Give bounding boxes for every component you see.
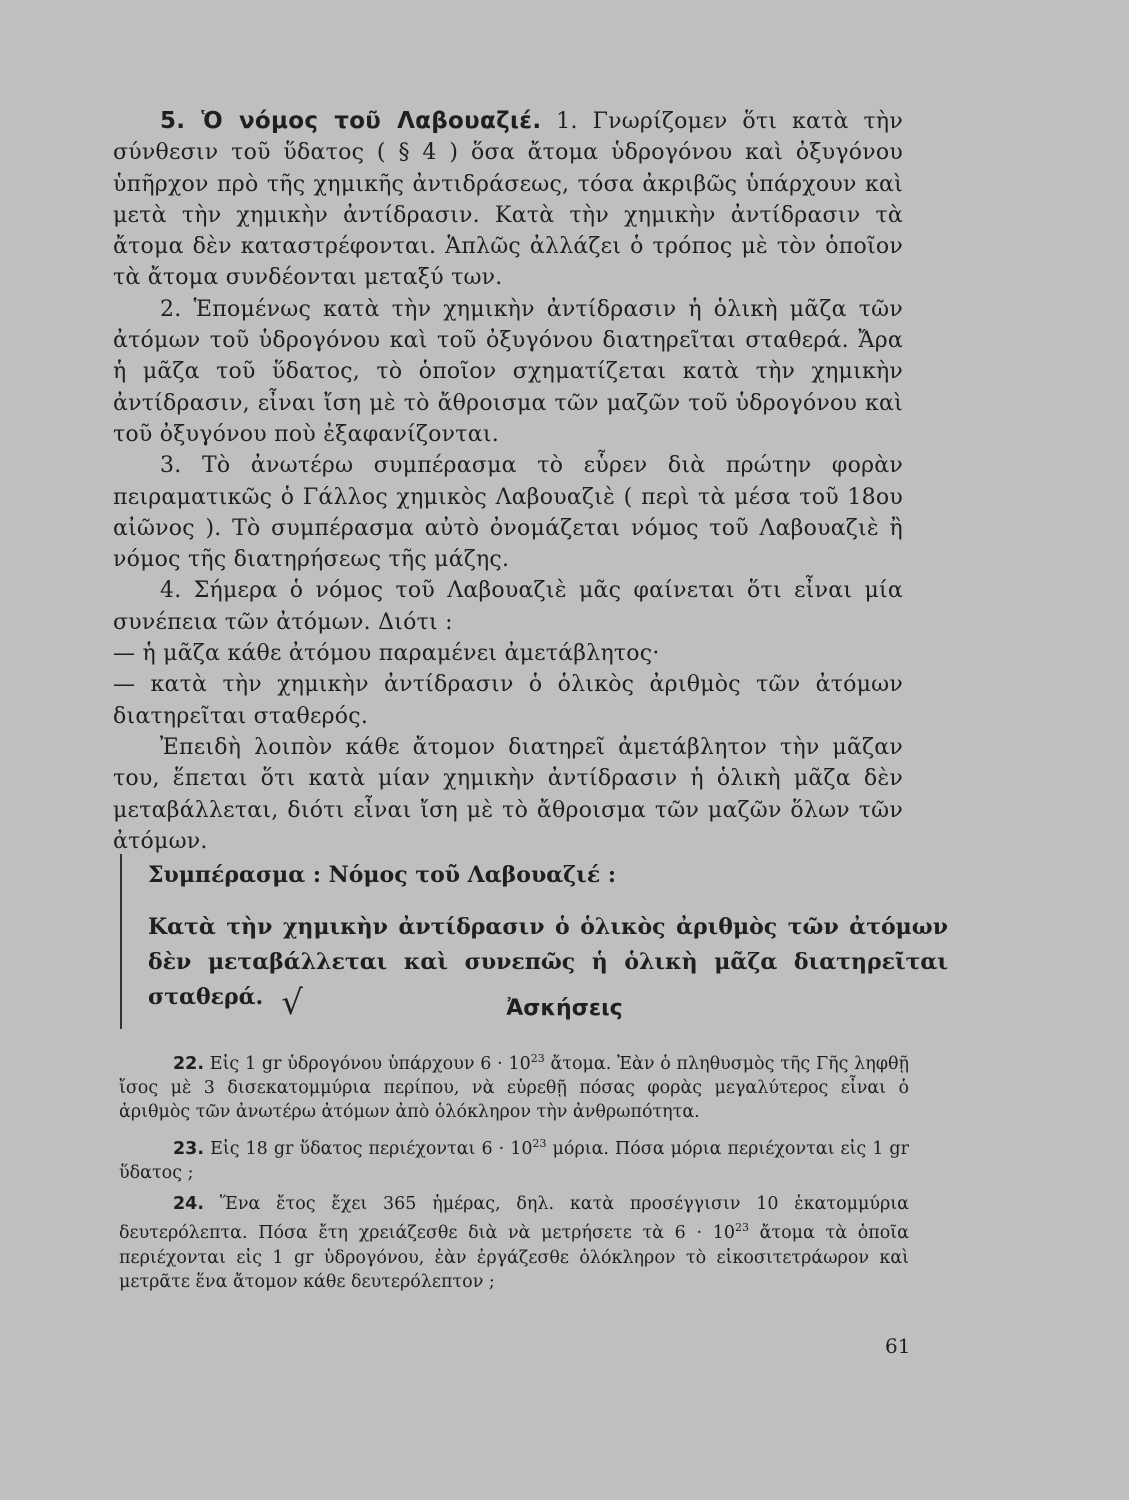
exercise-text: ἄτομα. Ἐὰν ὁ πληθυσμὸς τῆς Γῆς ληφθῇ ἴσος μὲ 3 δισεκατομμύρια περίπου, νὰ εὑρεθῇ πόσας φορὰς μεγαλύτερος εἶναι ὁ ἀριθμὸς τῶν ἀνωτέρω ἀτόμων ἀπὸ ὁλόκληρον τὴν ἀνθρωπότητα. bbox=[119, 1053, 909, 1123]
exponent: 23 bbox=[734, 1221, 749, 1235]
exercise-item bbox=[119, 1132, 909, 1185]
check-mark: √ bbox=[281, 983, 303, 1023]
exercise-text: Εἰς 1 gr ὑδρογόνου ὑπάρχουν 6 · 10 bbox=[209, 1053, 531, 1074]
exponent: 23 bbox=[530, 1052, 545, 1065]
exercise-item bbox=[119, 1192, 909, 1294]
paragraph-3: 3. Τὸ ἀνωτέρω συμπέρασμα τὸ εὗρεν διὰ πρώτην φορὰν πειραματικῶς ὁ Γάλλος χημικὸς Λαβουαζιὲ ( περὶ τὰ μέσα τοῦ 18ου αἰῶνος ). Τὸ συμπέρασμα αὐτὸ ὀνομάζεται νόμος τοῦ Λαβουαζιὲ ἢ νόμος τῆς διατηρήσεως τῆς μάζης. bbox=[113, 453, 903, 573]
section-text bbox=[113, 106, 903, 857]
exercise-text: μόρια. Πόσα μόρια περιέχονται εἰς 1 gr ὕδατος ; bbox=[119, 1138, 909, 1183]
page-number: 61 bbox=[885, 1334, 911, 1358]
exercise-number: 22. bbox=[173, 1053, 205, 1074]
exercise-item bbox=[119, 1047, 909, 1125]
paragraph-1-text: 1. Γνωρίζομεν ὅτι κατὰ τὴν σύνθεσιν τοῦ ὕδατος ( § 4 ) ὅσα ἄτομα ὑδρογόνου καὶ ὀξυγόνου ὑπῆρχον πρὸ τῆς χημικῆς ἀντιδράσεως, τόσα ἀκριβῶς ὑπάρχουν καὶ μετὰ τὴν χημικὴν ἀντίδρασιν. Κατὰ τὴν χημικὴν ἀντίδρασιν τὰ ἄτομα δὲν καταστρέφονται. Ἁπλῶς ἀλλάζει ὁ τρόπος μὲ τὸν ὁποῖον τὰ ἄτομα συνδέονται μεταξύ των. bbox=[113, 109, 903, 291]
dash-item-1: — ἡ μᾶζα κάθε ἀτόμου παραμένει ἀμετάβλητος· bbox=[113, 641, 660, 667]
exercise-text: Εἰς 18 gr ὕδατος περιέχονται 6 · 10 bbox=[210, 1138, 533, 1159]
exercise-text: Ἕνα ἔτος ἔχει 365 ἡμέρας, δηλ. κατὰ προσέγγισιν 10 ἑκατομμύρια δευτερόλεπτα. Πόσα ἔτη χρειάζεσθε διὰ νὰ μετρήσετε τὰ 6 · 10 bbox=[119, 1194, 909, 1244]
section-heading: 5. Ὁ νόμος τοῦ Λαβουαζιέ. bbox=[160, 108, 542, 134]
paragraph-5: Ἐπειδὴ λοιπὸν κάθε ἄτομον διατηρεῖ ἀμετάβλητον τὴν μᾶζαν του, ἕπεται ὅτι κατὰ μίαν χημικὴν ἀντίδρασιν ἡ ὁλικὴ μᾶζα δὲν μεταβάλλεται, διότι εἶναι ἴση μὲ τὸ ἄθροισμα τῶν μαζῶν ὅλων τῶν ἀτόμων. bbox=[113, 734, 903, 854]
exponent: 23 bbox=[532, 1136, 547, 1150]
exercise-number: 24. bbox=[173, 1194, 205, 1215]
conclusion-text: Κατὰ τὴν χημικὴν ἀντίδρασιν ὁ ὁλικὸς ἀριθμὸς τῶν ἀτόμων δὲν μεταβάλλεται καὶ συνεπῶς ἡ ὁλικὴ μᾶζα διατηρεῖται σταθερά. bbox=[148, 914, 948, 1010]
exercise-text: ἄτομα τὰ ὁποῖα περιέχονται εἰς 1 gr ὑδρογόνου, ἐὰν ἐργάζεσθε ὁλόκληρον τὸ εἰκοσιτετράωρον καὶ μετρᾶτε ἕνα ἄτομον κάθε δευτερόλεπτον ; bbox=[119, 1223, 909, 1292]
exercises-title: Ἀσκήσεις bbox=[506, 996, 623, 1021]
exercise-number: 23. bbox=[173, 1138, 205, 1159]
paragraph-2: 2. Ἑπομένως κατὰ τὴν χημικὴν ἀντίδρασιν ἡ ὁλικὴ μᾶζα τῶν ἀτόμων τοῦ ὑδρογόνου καὶ τοῦ ὀξυγόνου διατηρεῖται σταθερά. Ἄρα ἡ μᾶζα τοῦ ὕδατος, τὸ ὁποῖον σχηματίζεται κατὰ τὴν χημικὴν ἀντίδρασιν, εἶναι ἴση μὲ τὸ ἄθροισμα τῶν μαζῶν τοῦ ὑδρογόνου καὶ τοῦ ὀξυγόνου ποὺ ἐξαφανίζονται. bbox=[113, 296, 903, 447]
exercises-list bbox=[119, 1047, 909, 1301]
paragraph-1 bbox=[113, 106, 903, 294]
conclusion-title: Συμπέρασμα : Νόμος τοῦ Λαβουαζιέ : bbox=[148, 862, 616, 888]
dash-item-2: — κατὰ τὴν χημικὴν ἀντίδρασιν ὁ ὁλικὸς ἀριθμὸς τῶν ἀτόμων διατηρεῖται σταθερός. bbox=[113, 672, 903, 729]
paragraph-4: 4. Σήμερα ὁ νόμος τοῦ Λαβουαζιὲ μᾶς φαίνεται ὅτι εἶναι μία συνέπεια τῶν ἀτόμων. Διότι : bbox=[113, 578, 903, 635]
